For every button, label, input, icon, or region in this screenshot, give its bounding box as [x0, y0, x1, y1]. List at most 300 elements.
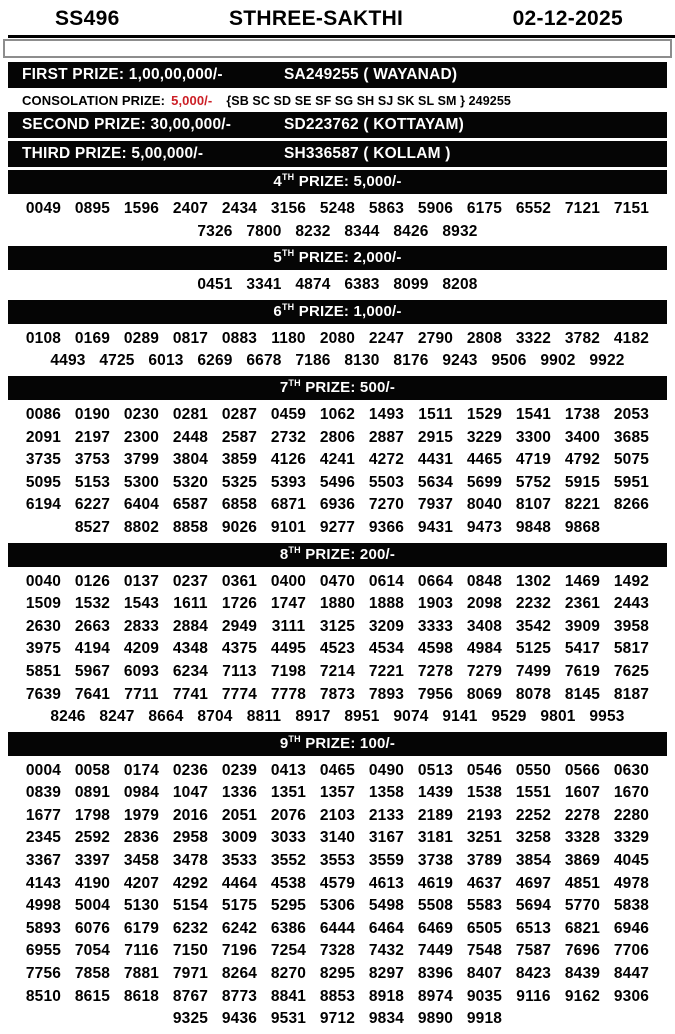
winning-number: 9035 — [466, 987, 503, 1005]
winning-number: 7278 — [417, 662, 454, 680]
winning-number: 6871 — [270, 496, 307, 514]
winning-number: 3329 — [613, 829, 650, 847]
winning-number: 5915 — [564, 473, 601, 491]
winning-number: 4984 — [466, 640, 503, 658]
winning-number: 7937 — [417, 496, 454, 514]
winning-number: 3125 — [319, 617, 356, 635]
winning-number: 7121 — [564, 200, 601, 217]
second-prize-label: SECOND PRIZE: 30,00,000/- — [22, 116, 232, 133]
winning-number: 3685 — [613, 428, 650, 446]
winning-number: 0614 — [368, 572, 405, 590]
winning-number: 2592 — [74, 829, 111, 847]
winning-number: 1180 — [271, 329, 306, 347]
winning-number: 9531 — [270, 1010, 307, 1028]
tier-ordinal-suffix: TH — [288, 377, 301, 388]
winning-number: 1551 — [515, 784, 552, 802]
winning-number: 5906 — [417, 200, 454, 217]
winning-number: 5300 — [123, 473, 160, 491]
winning-number: 2949 — [221, 617, 258, 635]
winning-number: 2663 — [74, 617, 111, 635]
winning-number: 2080 — [319, 329, 356, 347]
winning-number: 7873 — [319, 685, 356, 703]
winning-number: 6242 — [221, 919, 258, 937]
winning-number: 6404 — [123, 496, 160, 514]
tier-header-bar — [8, 732, 667, 756]
winning-number: 1302 — [515, 572, 552, 590]
winning-number: 6386 — [270, 919, 307, 937]
winning-number: 0236 — [172, 761, 209, 779]
winning-number: 0664 — [417, 572, 454, 590]
winning-number: 4209 — [123, 640, 160, 658]
winning-number: 4241 — [319, 451, 356, 469]
winning-number: 3958 — [613, 617, 650, 635]
winning-number: 2630 — [25, 617, 62, 635]
winning-number: 4538 — [270, 874, 307, 892]
prize-tiers — [0, 170, 675, 1034]
winning-number: 8099 — [393, 276, 429, 294]
winning-number: 2806 — [319, 428, 356, 446]
winning-number: 1726 — [221, 595, 258, 613]
winning-number: 9243 — [442, 352, 478, 370]
winning-number: 2833 — [123, 617, 160, 635]
first-prize-bar — [8, 62, 667, 88]
winning-number: 2958 — [172, 829, 209, 847]
winning-number: 3341 — [246, 276, 282, 294]
winning-number: 7971 — [172, 965, 209, 983]
prize-tier-section — [0, 732, 675, 1034]
tier-title-rest: PRIZE: 5,000/- — [294, 173, 402, 190]
winning-number: 4792 — [564, 451, 601, 469]
tier-title-rest: PRIZE: 100/- — [300, 734, 396, 752]
winning-number: 7054 — [74, 942, 111, 960]
winning-number: 2443 — [613, 595, 650, 613]
winning-number: 4045 — [613, 852, 650, 870]
winning-number: 0126 — [74, 572, 111, 590]
winning-number: 2252 — [515, 806, 552, 824]
winning-number: 9868 — [564, 518, 601, 536]
winning-number: 8802 — [123, 518, 160, 536]
winning-number: 2193 — [466, 806, 503, 824]
winning-number: 5838 — [613, 897, 650, 915]
winning-number: 1062 — [319, 405, 356, 423]
consolation-row — [8, 91, 667, 112]
winning-number: 3753 — [74, 451, 111, 469]
winning-number: 7619 — [564, 662, 601, 680]
winning-number: 1880 — [319, 595, 356, 613]
winning-number: 0281 — [172, 405, 209, 423]
header-bottom-rule — [8, 35, 675, 38]
winning-number: 1532 — [74, 595, 111, 613]
winning-number: 8951 — [344, 708, 380, 726]
tier-ordinal: 9 — [279, 734, 289, 752]
third-prize-winner: SH336587 ( KOLLAM ) — [284, 145, 451, 162]
winning-number: 3542 — [515, 617, 552, 635]
winning-number: 0470 — [319, 572, 356, 590]
winning-number: 4464 — [221, 874, 258, 892]
winning-number: 6194 — [25, 496, 62, 514]
winning-number: 4495 — [270, 640, 307, 658]
winning-number: 6013 — [148, 352, 184, 370]
winning-number: 2407 — [172, 200, 209, 217]
winning-number: 3738 — [417, 852, 454, 870]
winning-number: 3909 — [564, 617, 601, 635]
winning-number: 3533 — [221, 852, 258, 870]
winning-number: 7858 — [74, 965, 111, 983]
tier-numbers — [13, 327, 663, 376]
winning-number: 6469 — [417, 919, 454, 937]
winning-number: 8396 — [417, 965, 454, 983]
winning-number: 2836 — [123, 829, 160, 847]
winning-number: 8423 — [515, 965, 552, 983]
winning-number: 7328 — [319, 942, 356, 960]
winning-number: 5130 — [123, 897, 160, 915]
winning-number: 4725 — [99, 352, 135, 370]
winning-number: 4534 — [368, 640, 405, 658]
winning-number: 2076 — [270, 806, 307, 824]
winning-number: 5503 — [368, 473, 405, 491]
winning-number: 3140 — [319, 829, 356, 847]
winning-number: 9801 — [540, 708, 576, 726]
winning-number: 9918 — [466, 1010, 503, 1028]
winning-number: 2091 — [25, 428, 62, 446]
prize-tier-section — [0, 300, 675, 376]
winning-number: 7774 — [221, 685, 258, 703]
winning-number: 7214 — [319, 662, 356, 680]
winning-number: 0237 — [172, 572, 209, 590]
winning-number: 0004 — [25, 761, 62, 779]
winning-number: 5498 — [368, 897, 405, 915]
winning-number: 2051 — [221, 806, 258, 824]
winning-number: 4619 — [417, 874, 454, 892]
winning-number: 8974 — [417, 987, 454, 1005]
winning-number: 1738 — [564, 405, 601, 423]
winning-number: 7221 — [368, 662, 405, 680]
winning-number: 2133 — [368, 806, 405, 824]
second-prize-bar — [8, 112, 667, 138]
winning-number: 8773 — [221, 987, 258, 1005]
winning-number: 6179 — [123, 919, 160, 937]
consolation-amount: 5,000/- — [171, 93, 213, 108]
winning-number: 9026 — [221, 518, 258, 536]
winning-number: 3111 — [271, 617, 306, 635]
winning-number: 5295 — [270, 897, 307, 915]
tier-ordinal-suffix: TH — [288, 544, 301, 555]
winning-number: 7326 — [197, 222, 233, 240]
winning-number: 5851 — [25, 662, 62, 680]
winning-number: 4978 — [613, 874, 650, 892]
prize-tier-section — [0, 170, 675, 246]
winning-number: 1677 — [25, 806, 62, 824]
winning-number: 8040 — [466, 496, 503, 514]
winning-number: 7449 — [417, 942, 454, 960]
winning-number: 4579 — [319, 874, 356, 892]
winning-number: 1903 — [417, 595, 454, 613]
winning-number: 2197 — [74, 428, 111, 446]
winning-number: 8510 — [25, 987, 62, 1005]
winning-number: 0839 — [25, 784, 62, 802]
winning-number: 5004 — [74, 897, 111, 915]
winning-number: 3859 — [221, 451, 258, 469]
winning-number: 8858 — [172, 518, 209, 536]
winning-number: 7800 — [246, 222, 282, 240]
winning-number: 5752 — [515, 473, 552, 491]
winning-number: 0891 — [74, 784, 111, 802]
winning-number: 5699 — [466, 473, 503, 491]
winning-number: 3799 — [123, 451, 160, 469]
winning-number: 7186 — [295, 352, 331, 370]
winning-number: 0230 — [123, 405, 160, 423]
winning-number: 3300 — [515, 428, 552, 446]
winning-number: 4998 — [25, 897, 62, 915]
tier-header-bar — [8, 376, 667, 400]
winning-number: 7116 — [124, 942, 159, 960]
winning-number: 3458 — [123, 852, 160, 870]
winning-number: 0287 — [221, 405, 258, 423]
winning-number: 2189 — [417, 806, 454, 824]
winning-number: 7151 — [613, 200, 650, 217]
tier-ordinal-suffix: TH — [281, 172, 295, 182]
tier-numbers — [13, 273, 663, 300]
winning-number: 2448 — [172, 428, 209, 446]
tier-ordinal: 7 — [279, 378, 289, 396]
winning-number: 0239 — [221, 761, 258, 779]
winning-number: 4719 — [515, 451, 552, 469]
consolation-label: CONSOLATION PRIZE: — [22, 93, 166, 108]
winning-number: 8069 — [466, 685, 503, 703]
winning-number: 4190 — [74, 874, 111, 892]
winning-number: 6076 — [74, 919, 111, 937]
winning-number: 0108 — [25, 329, 62, 347]
winning-number: 6269 — [197, 352, 233, 370]
winning-number: 3322 — [515, 329, 552, 347]
winning-number: 0566 — [564, 761, 601, 779]
winning-number: 4143 — [25, 874, 62, 892]
header — [0, 4, 675, 35]
winning-number: 5325 — [221, 473, 258, 491]
winning-number: 0451 — [197, 276, 233, 294]
winning-number: 5496 — [319, 473, 356, 491]
winning-number: 8618 — [123, 987, 160, 1005]
winning-number: 5393 — [270, 473, 307, 491]
winning-number: 5694 — [515, 897, 552, 915]
winning-number: 7150 — [172, 942, 209, 960]
winning-number: 3854 — [515, 852, 552, 870]
winning-number: 1336 — [221, 784, 258, 802]
winning-number: 4851 — [564, 874, 601, 892]
winning-number: 7270 — [368, 496, 405, 514]
winning-number: 0848 — [466, 572, 503, 590]
winning-number: 9325 — [172, 1010, 209, 1028]
winning-number: 9116 — [516, 987, 551, 1005]
winning-number: 1509 — [25, 595, 62, 613]
winning-number: 2016 — [172, 806, 209, 824]
winning-number: 1357 — [319, 784, 356, 802]
winning-number: 3167 — [368, 829, 405, 847]
tier-ordinal: 5 — [273, 249, 282, 267]
winning-number: 8932 — [442, 222, 478, 240]
winning-number: 2587 — [221, 428, 258, 446]
winning-number: 5153 — [74, 473, 111, 491]
winning-number: 1979 — [123, 806, 160, 824]
winning-number: 9506 — [491, 352, 527, 370]
winning-number: 4697 — [515, 874, 552, 892]
winning-number: 8447 — [613, 965, 650, 983]
winning-number: 6234 — [172, 662, 209, 680]
winning-number: 0058 — [74, 761, 111, 779]
winning-number: 6175 — [466, 200, 503, 217]
winning-number: 7254 — [270, 942, 307, 960]
winning-number: 8145 — [564, 685, 601, 703]
winning-number: 5125 — [515, 640, 552, 658]
winning-number: 8107 — [515, 496, 552, 514]
winning-number: 2887 — [368, 428, 405, 446]
winning-number: 0289 — [123, 329, 160, 347]
winning-number: 5583 — [466, 897, 503, 915]
winning-number: 1596 — [123, 200, 160, 217]
tier-title-rest: PRIZE: 200/- — [300, 545, 396, 563]
winning-number: 1469 — [564, 572, 601, 590]
winning-number: 1351 — [270, 784, 307, 802]
winning-number: 9922 — [589, 352, 625, 370]
winning-number: 1888 — [368, 595, 405, 613]
winning-number: 8221 — [564, 496, 601, 514]
winning-number: 4194 — [74, 640, 111, 658]
winning-number: 7641 — [74, 685, 111, 703]
tier-ordinal-suffix: TH — [281, 248, 295, 259]
winning-number: 0490 — [368, 761, 405, 779]
consolation-series: {SB SC SD SE SF SG SH SJ SK SL SM } 249255 — [226, 94, 511, 108]
winning-number: 5863 — [368, 200, 405, 217]
third-prize-bar — [8, 141, 667, 167]
winning-number: 7587 — [515, 942, 552, 960]
winning-number: 1538 — [466, 784, 503, 802]
winning-number: 3397 — [74, 852, 111, 870]
empty-input-box[interactable] — [3, 39, 672, 58]
winning-number: 8270 — [270, 965, 307, 983]
winning-number: 2808 — [466, 329, 503, 347]
winning-number: 1529 — [466, 405, 503, 423]
winning-number: 5154 — [172, 897, 209, 915]
winning-number: 4292 — [172, 874, 209, 892]
winning-number: 4431 — [417, 451, 454, 469]
winning-number: 3251 — [466, 829, 503, 847]
draw-number: SS496 — [55, 7, 120, 30]
winning-number: 6093 — [123, 662, 160, 680]
winning-number: 3975 — [25, 640, 62, 658]
tier-ordinal: 4 — [273, 173, 282, 190]
winning-number: 7956 — [417, 685, 454, 703]
winning-number: 7756 — [25, 965, 62, 983]
winning-number: 0546 — [466, 761, 503, 779]
winning-number: 3552 — [270, 852, 307, 870]
winning-number: 8187 — [613, 685, 650, 703]
tier-title-rest: PRIZE: 500/- — [300, 378, 396, 396]
winning-number: 9366 — [368, 518, 405, 536]
winning-number: 3400 — [564, 428, 601, 446]
winning-number: 6587 — [172, 496, 209, 514]
winning-number: 9306 — [613, 987, 650, 1005]
winning-number: 0361 — [221, 572, 258, 590]
winning-number: 6936 — [319, 496, 356, 514]
tier-title-rest: PRIZE: 1,000/- — [294, 302, 402, 320]
winning-number: 3782 — [564, 329, 601, 347]
winning-number: 6955 — [25, 942, 62, 960]
winning-number: 8767 — [172, 987, 209, 1005]
prize-tier-section — [0, 376, 675, 543]
winning-number: 3367 — [25, 852, 62, 870]
winning-number: 5817 — [613, 640, 650, 658]
winning-number: 8266 — [613, 496, 650, 514]
tier-numbers — [13, 759, 663, 1034]
tier-header-bar — [8, 543, 667, 567]
winning-number: 6444 — [319, 919, 356, 937]
winning-number: 0049 — [25, 200, 62, 217]
winning-number: 6505 — [466, 919, 503, 937]
winning-number: 6552 — [515, 200, 552, 217]
winning-number: 3209 — [368, 617, 405, 635]
winning-number: 0137 — [123, 572, 160, 590]
winning-number: 0984 — [123, 784, 160, 802]
winning-number: 6821 — [564, 919, 601, 937]
winning-number: 2103 — [319, 806, 356, 824]
winning-number: 2300 — [123, 428, 160, 446]
tier-ordinal: 8 — [279, 545, 289, 563]
winning-number: 4637 — [466, 874, 503, 892]
winning-number: 8439 — [564, 965, 601, 983]
winning-number: 6858 — [221, 496, 258, 514]
winning-number: 2434 — [221, 200, 258, 217]
tier-numbers — [13, 570, 663, 732]
winning-number: 9436 — [221, 1010, 258, 1028]
winning-number: 3478 — [172, 852, 209, 870]
winning-number: 8704 — [197, 708, 233, 726]
winning-number: 6383 — [344, 276, 380, 294]
winning-number: 7279 — [466, 662, 503, 680]
winning-number: 4598 — [417, 640, 454, 658]
winning-number: 4493 — [50, 352, 86, 370]
winning-number: 9953 — [589, 708, 625, 726]
winning-number: 8247 — [99, 708, 135, 726]
first-prize-label: FIRST PRIZE: 1,00,00,000/- — [22, 66, 223, 83]
winning-number: 7893 — [368, 685, 405, 703]
lottery-name: STHREE-SAKTHI — [228, 7, 404, 30]
winning-number: 3033 — [270, 829, 307, 847]
winning-number: 8527 — [74, 518, 111, 536]
winning-number: 1541 — [515, 405, 552, 423]
winning-number: 6678 — [246, 352, 282, 370]
winning-number: 2280 — [613, 806, 650, 824]
winning-number: 4613 — [368, 874, 405, 892]
winning-number: 2098 — [466, 595, 503, 613]
winning-number: 9101 — [270, 518, 307, 536]
winning-number: 1511 — [418, 405, 453, 423]
winning-number: 9712 — [319, 1010, 356, 1028]
winning-number: 0817 — [172, 329, 209, 347]
winning-number: 7696 — [564, 942, 601, 960]
winning-number: 9529 — [491, 708, 527, 726]
winning-number: 4207 — [123, 874, 160, 892]
winning-number: 8811 — [246, 708, 282, 726]
tier-header-bar — [8, 170, 667, 194]
winning-number: 1492 — [613, 572, 650, 590]
winning-number: 9162 — [564, 987, 601, 1005]
second-prize-winner: SD223762 ( KOTTAYAM) — [284, 116, 465, 133]
winning-number: 7198 — [270, 662, 307, 680]
winning-number: 8297 — [368, 965, 405, 983]
winning-number: 2884 — [172, 617, 209, 635]
winning-number: 7639 — [25, 685, 62, 703]
third-prize-label: THIRD PRIZE: 5,00,000/- — [22, 145, 204, 162]
